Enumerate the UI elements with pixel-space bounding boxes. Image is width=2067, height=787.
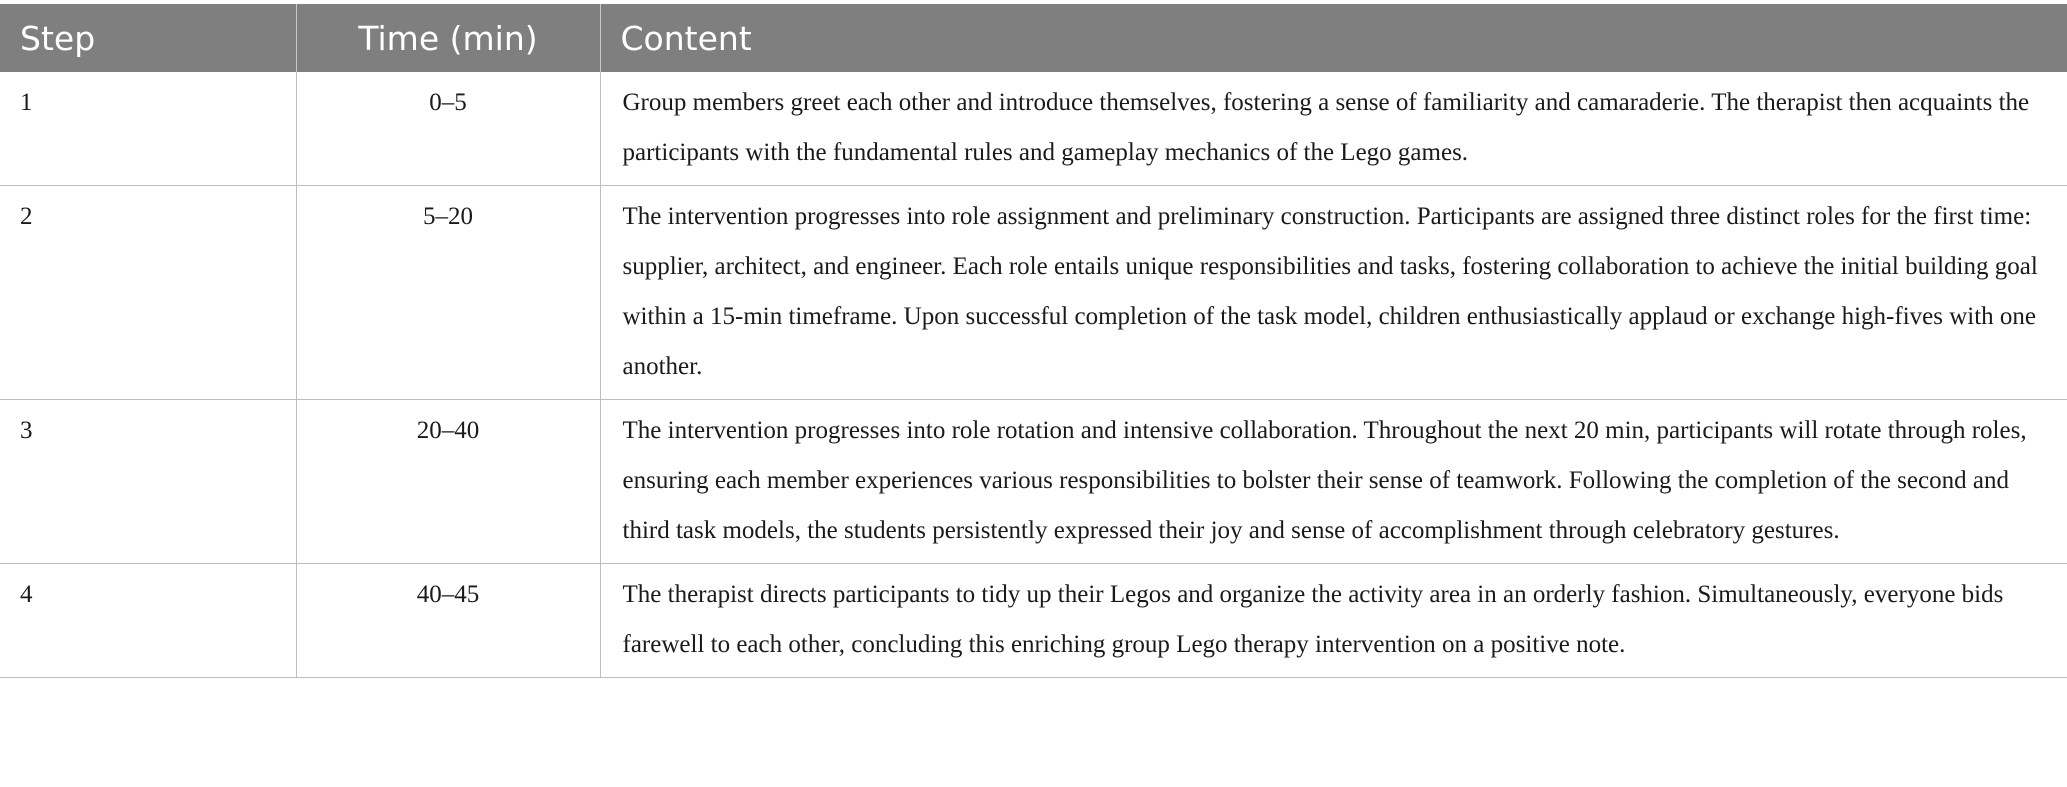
- table-row: [0, 400, 2067, 564]
- cell-content: Group members greet each other and introduce themselves, fostering a sense of familiarity and camaraderie. The therapist then acquaints the participants with the fundamental rules and gameplay mechanics of the Lego games.: [600, 72, 2067, 186]
- table-row: [0, 72, 2067, 186]
- table-header: [0, 4, 2067, 72]
- cell-step: 3: [0, 400, 296, 564]
- intervention-steps-table: [0, 4, 2067, 678]
- header-content: Content: [600, 4, 2067, 72]
- header-time: Time (min): [296, 4, 600, 72]
- cell-time: 20–40: [296, 400, 600, 564]
- cell-step: 1: [0, 72, 296, 186]
- cell-content: The intervention progresses into role rotation and intensive collaboration. Throughout the next 20 min, participants will rotate through roles, ensuring each member experiences various responsibilities to bolster their sense of teamwork. Following the completion of the second and third task models, the students persistently expressed their joy and sense of accomplishment through celebratory gestures.: [600, 400, 2067, 564]
- table-row: [0, 186, 2067, 400]
- header-step: Step: [0, 4, 296, 72]
- cell-time: 40–45: [296, 564, 600, 678]
- table-body: [0, 72, 2067, 678]
- cell-content: The intervention progresses into role assignment and preliminary construction. Participants are assigned three distinct roles for the first time: supplier, architect, and engineer. Each role entails unique responsibilities and tasks, fostering collaboration to achieve the initial building goal within a 15-min timeframe. Upon successful completion of the task model, children enthusiastically applaud or exchange high-fives with one another.: [600, 186, 2067, 400]
- header-row: [0, 4, 2067, 72]
- cell-content: The therapist directs participants to tidy up their Legos and organize the activity area in an orderly fashion. Simultaneously, everyone bids farewell to each other, concluding this enriching group Lego therapy intervention on a positive note.: [600, 564, 2067, 678]
- table-row: [0, 564, 2067, 678]
- cell-time: 0–5: [296, 72, 600, 186]
- cell-time: 5–20: [296, 186, 600, 400]
- cell-step: 4: [0, 564, 296, 678]
- cell-step: 2: [0, 186, 296, 400]
